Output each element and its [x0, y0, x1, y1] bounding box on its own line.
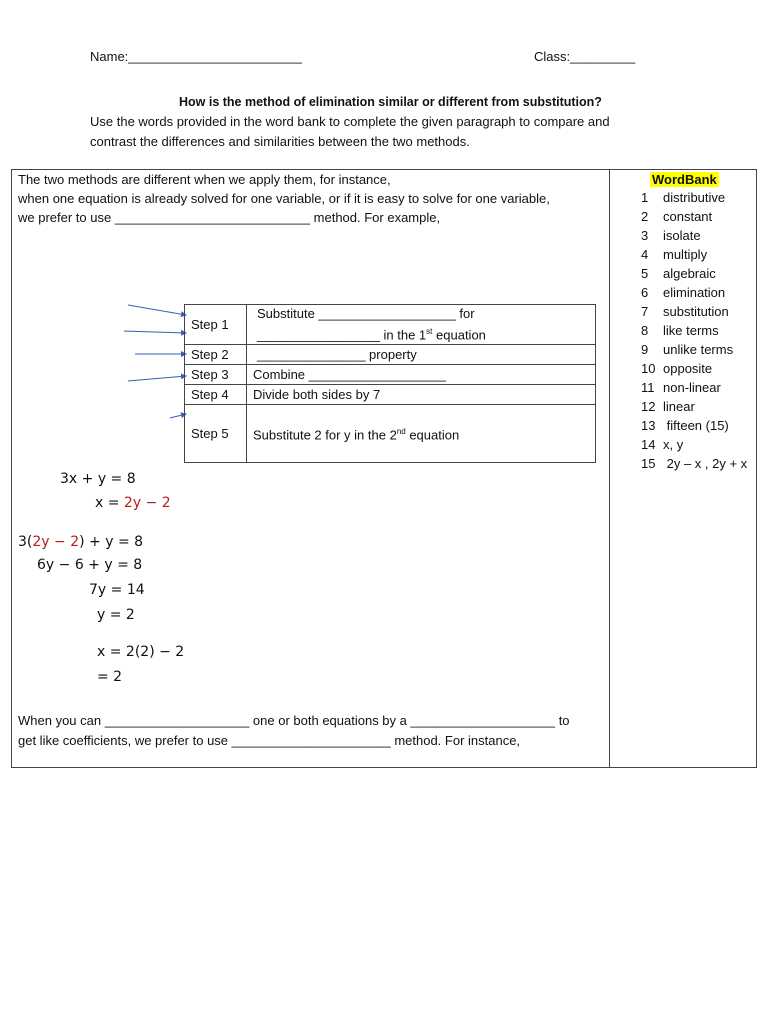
wordbank-title: WordBank — [652, 172, 717, 187]
math-eq-6: y = 2 — [97, 607, 135, 623]
step-2-label: Step 2 — [185, 345, 247, 365]
math-eq-5: 7y = 14 — [89, 582, 145, 598]
wordbank-item-word: non-linear — [663, 380, 721, 395]
wordbank-item-word: linear — [663, 399, 695, 414]
wordbank-item-number: 11 — [641, 380, 655, 395]
arrow-step-1b — [124, 331, 186, 333]
wordbank-item-word: algebraic — [663, 266, 716, 281]
wordbank-item — [641, 209, 712, 224]
wordbank-item — [641, 190, 725, 205]
math-eq-4: 6y − 6 + y = 8 — [37, 557, 143, 573]
step-row-2 — [185, 345, 596, 365]
steps-table — [184, 304, 596, 463]
wordbank-item — [641, 304, 729, 319]
wordbank-item-number: 5 — [641, 266, 649, 281]
wordbank-item — [641, 342, 733, 357]
wordbank-item — [641, 361, 712, 376]
step-row-3 — [185, 365, 596, 385]
step-5-text-main: Substitute 2 for y in the 2 — [253, 427, 397, 443]
wordbank-item-word: multiply — [663, 247, 708, 262]
wordbank-item — [641, 285, 725, 300]
wordbank-item-number: 1 — [641, 190, 649, 205]
paragraph-1-line-1: The two methods are different when we apply them, for instance, — [18, 172, 391, 187]
math-eq-1: 3x + y = 8 — [60, 471, 136, 487]
step-row-4 — [185, 385, 596, 405]
step-row-1 — [185, 305, 596, 345]
step-3-label: Step 3 — [185, 365, 247, 385]
math-eq-3: 3(2y − 2) + y = 8 — [18, 534, 144, 550]
step-1-line-a: Substitute ___________________ for — [257, 306, 475, 321]
wordbank-item-number: 4 — [641, 247, 649, 262]
wordbank-item-number: 6 — [641, 285, 649, 300]
wordbank-item — [641, 266, 716, 281]
wordbank-item — [641, 247, 707, 262]
step-1-text[interactable] — [247, 305, 596, 345]
wordbank-item-word: 2y – x , 2y + x — [663, 456, 748, 471]
step-1-line-b — [253, 323, 589, 344]
step-4-text: Divide both sides by 7 — [247, 385, 596, 405]
wordbank-item — [641, 437, 683, 452]
step-3-text[interactable]: Combine ___________________ — [247, 365, 596, 385]
paragraph-1-line-2: when one equation is already solved for one variable, or if it is easy to solve for one variable, — [18, 191, 550, 206]
wordbank-item-number: 13 — [641, 418, 656, 433]
wordbank-item-word: like terms — [663, 323, 719, 338]
wordbank-item-word: isolate — [663, 228, 701, 243]
instructions-line-2: contrast the differences and similarities between the two methods. — [90, 134, 470, 149]
wordbank-item — [641, 380, 721, 395]
wordbank-item-number: 15 — [641, 456, 656, 471]
instructions-line-1: Use the words provided in the word bank to complete the given paragraph to compare and — [90, 114, 610, 129]
wordbank-item-number: 14 — [641, 437, 656, 452]
step-4-label: Step 4 — [185, 385, 247, 405]
wordbank-item-word: constant — [663, 209, 713, 224]
step-5-text-end: equation — [405, 427, 460, 443]
wordbank-item-word: distributive — [663, 190, 726, 205]
wordbank-item-number: 10 — [641, 361, 656, 376]
wordbank-item — [641, 418, 729, 433]
step-row-5 — [185, 405, 596, 463]
step-2-text[interactable]: _______________ property — [247, 345, 596, 365]
step-5-text — [247, 405, 596, 463]
name-field-label[interactable]: Name:________________________ — [90, 49, 302, 64]
math-eq-2: x = 2y − 2 — [95, 495, 171, 511]
paragraph-1-line-3[interactable]: we prefer to use ___________________________ method. For example, — [18, 210, 441, 225]
step-5-sup: nd — [396, 427, 406, 437]
math-eq-7: x = 2(2) − 2 — [97, 644, 185, 660]
math-eq-8: = 2 — [97, 669, 123, 685]
wordbank-item-word: unlike terms — [663, 342, 734, 357]
wordbank-item-word: fifteen (15) — [663, 418, 729, 433]
step-5-label: Step 5 — [185, 405, 247, 463]
wordbank-item-number: 8 — [641, 323, 649, 338]
question-heading: How is the method of elimination similar or different from substitution? — [179, 95, 602, 109]
step-1-label: Step 1 — [185, 305, 247, 345]
wordbank-item-number: 3 — [641, 228, 649, 243]
step-1-line-b-text: _________________ in the 1 — [257, 327, 427, 343]
step-1-line-b-end: equation — [432, 327, 486, 343]
wordbank-item — [641, 228, 701, 243]
wordbank-item-word: elimination — [663, 285, 726, 300]
wordbank-item-word: opposite — [663, 361, 713, 376]
arrow-step-3 — [128, 376, 186, 381]
class-field-label[interactable]: Class:_________ — [534, 49, 636, 64]
wordbank-item-word: substitution — [663, 304, 729, 319]
wordbank-item-number: 9 — [641, 342, 649, 357]
paragraph-2-line-1[interactable]: When you can ____________________ one or both equations by a ____________________ to — [18, 713, 570, 728]
step-1-sup: st — [426, 327, 433, 336]
arrow-step-1 — [128, 305, 186, 315]
wordbank-item-number: 2 — [641, 209, 649, 224]
wordbank-item — [641, 456, 747, 471]
paragraph-2-line-2[interactable]: get like coefficients, we prefer to use ______________________ method. For instance, — [18, 733, 521, 748]
wordbank-item — [641, 399, 695, 414]
wordbank-item-number: 12 — [641, 399, 656, 414]
wordbank-item-number: 7 — [641, 304, 649, 319]
wordbank-item — [641, 323, 719, 338]
wordbank-item-word: x, y — [663, 437, 684, 452]
